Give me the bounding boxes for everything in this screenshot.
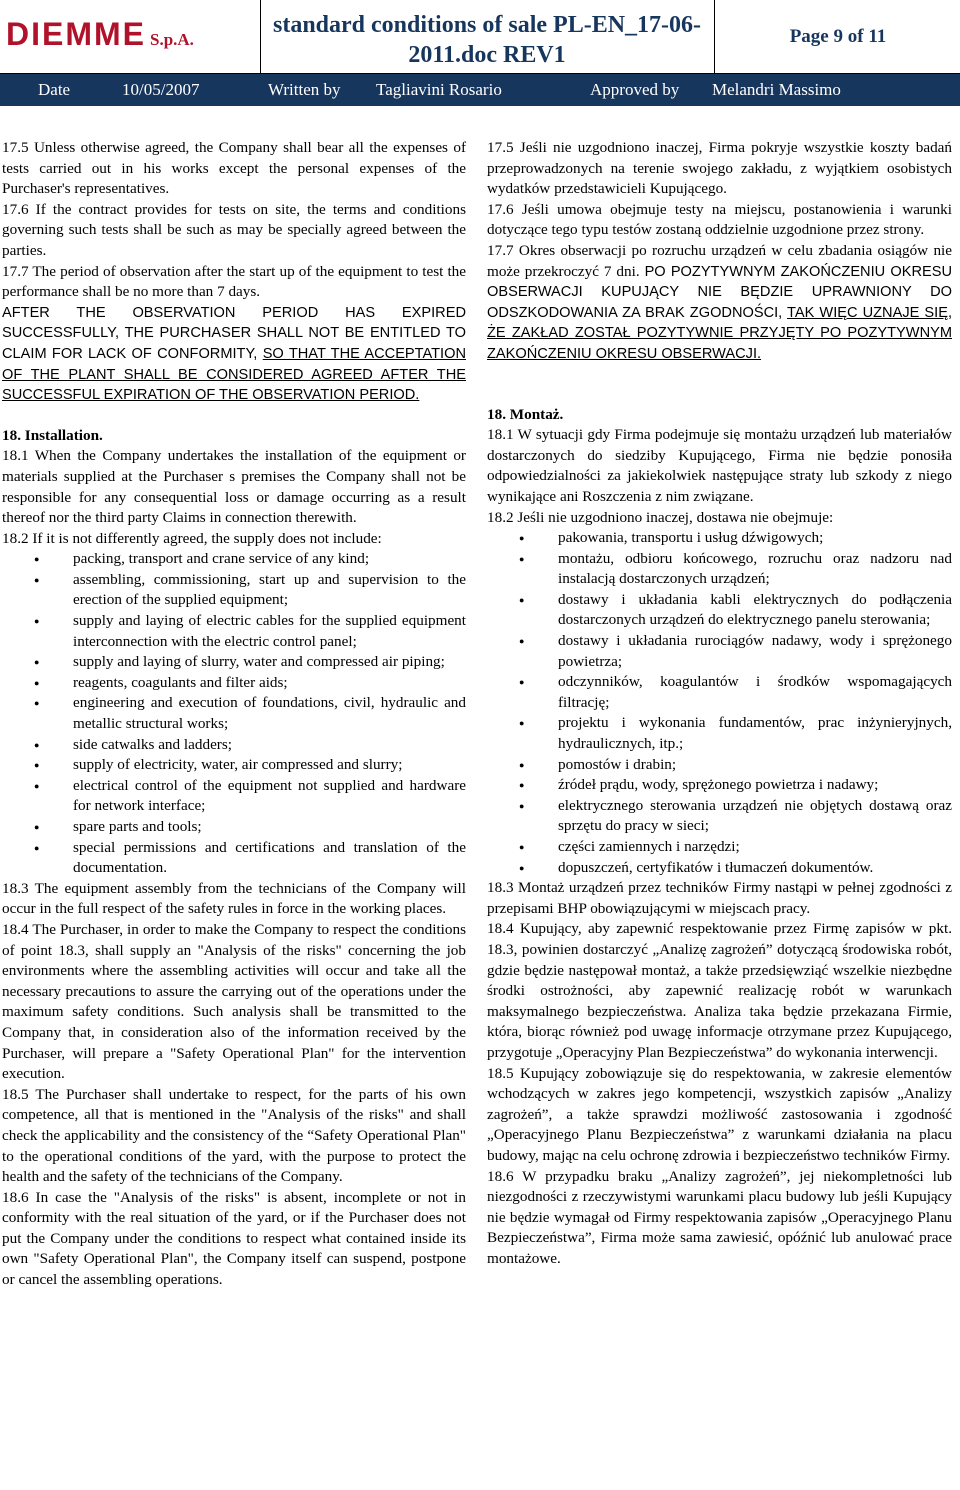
observation-notice-text: AFTER THE OBSERVATION PERIOD HAS EXPIRED SUCCESSFULLY, THE PURCHASER SHALL NOT BE ENTITLED TO CLAIM FOR LACK OF CONFORMITY, — [2, 304, 466, 362]
list-item: ● assembling, commissioning, start up and supervision to the erection of the supplied equipment; — [2, 570, 466, 611]
header-top-row — [0, 0, 960, 74]
clause-18-4-pl: 18.4 Kupujący, aby zapewnić respektowanie przez Firmę zapisów w pkt. 18.3, powinien dostarczyć „Analizę zagrożeń” dotyczącą środowiska robót, gdzie będzie następował montaż, a także przedsięwziąć wszelkie niezbędne środki ostrożności, aby zapewnić realizację robót w warunkach maksymalnego bezpieczeństwa. Analiza taka będzie przekazana Firmie, która, biorąc również pod uwagę informacje otrzymane przez Kupującego, przygotuje „Operacyjny Plan Bezpieczeństwa” do wykonania interwencji. — [487, 920, 952, 1061]
approved-by-value: Melandri Massimo — [712, 80, 841, 99]
clause-17-7-pl — [487, 241, 952, 365]
exclusions-list — [2, 549, 466, 879]
list-item: ● elektrycznego sterowania urządzeń nie objętych dostawą oraz sprzętu do pracy w sieci; — [487, 796, 952, 837]
clause-17-6: 17.6 If the contract provides for tests on site, the terms and conditions governing such tests shall be such as may be specially agreed between the parties. — [2, 200, 466, 259]
document-title-line1: standard conditions of sale PL-EN_17-06- — [272, 12, 702, 38]
observation-notice-underlined-pl: TAK WIĘC UZNAJE SIĘ, ŻE ZAKŁAD ZOSTAŁ POZYTYWNIE PRZYJĘTY PO POZYTYWNYM ZAKOŃCZENIU OKRESU OBSERWACJI. — [487, 304, 952, 362]
list-item: ● electrical control of the equipment not supplied and hardware for network interface; — [2, 776, 466, 817]
list-item: ● supply of electricity, water, air compressed and slurry; — [2, 755, 466, 776]
clause-18-5: 18.5 The Purchaser shall undertake to respect, for the parts of his own competence, all that is mentioned in the "Analysis of the risks" and shall check the applicability and the consistency of the “Safety Operational Plan" to the operational conditions of the yard, with the purpose to protect the health and the safety of the technicians of the Company. — [2, 1085, 466, 1186]
observation-notice-underlined: SO THAT THE ACCEPTATION OF THE PLANT SHALL BE CONSIDERED AGREED AFTER THE SUCCESSFUL EXPIRATION OF THE OBSERVATION PERIOD. — [2, 345, 466, 404]
date-value: 10/05/2007 — [122, 80, 200, 99]
clause-17-6-pl: 17.6 Jeśli umowa obejmuje testy na miejscu, postanowienia i warunki dotyczące tego typu testów zostaną oddzielnie uzgodnione przez strony. — [487, 200, 952, 239]
list-item: ● montażu, odbioru końcowego, rozruchu oraz nadzoru nad instalacją dostarczonych urządzeń; — [487, 549, 952, 590]
list-item: ● odczynników, koagulantów i środków wspomagających filtrację; — [487, 672, 952, 713]
clause-18-2-pl: 18.2 Jeśli nie uzgodniono inaczej, dostawa nie obejmuje: — [487, 508, 834, 526]
document-title — [262, 10, 712, 70]
clause-18-3-pl: 18.3 Montaż urządzeń przez techników Firmy nastąpi w pełnej zgodności z przepisami BHP obowiązującymi w miejscach pracy. — [487, 879, 952, 917]
header-divider — [714, 0, 715, 74]
logo-wordmark: DIEMME — [6, 16, 146, 52]
date-label: Date — [38, 80, 71, 99]
page-number: Page 9 of 11 — [789, 26, 887, 47]
list-item: ● pomostów i drabin; — [487, 755, 952, 776]
list-item: ● dopuszczeń, certyfikatów i tłumaczeń dokumentów. — [487, 858, 952, 879]
clause-18-5-pl: 18.5 Kupujący zobowiązuje się do respektowania, w zakresie elementów wchodzących w zakres jego kompetencji, wszystkich zapisów „Analizy zagrożeń”, a także sprawdzi możliwość zastosowania i zgodność „Operacyjnego Planu Bezpieczeństwa” z warunkami działania na placu budowy, mając na celu ochronę zdrowia i bezpieczeństwo techników Firmy. — [487, 1064, 952, 1164]
observation-period-notice — [2, 303, 466, 406]
list-item: ● dostawy i układania kabli elektrycznych do podłączenia dostarczonych urządzeń do elektrycznego panelu sterowania; — [487, 590, 952, 631]
clause-18-3: 18.3 The equipment assembly from the technicians of the Company will occur in the full respect of the safety rules in force in the working places. — [2, 879, 466, 918]
section-18-heading: 18. Installation. — [2, 426, 103, 444]
header-info-bar — [0, 74, 960, 106]
header-divider — [260, 0, 261, 74]
list-item: ● supply and laying of slurry, water and compressed air piping; — [2, 652, 466, 673]
list-item: ● pakowania, transportu i usług dźwigowych; — [487, 528, 952, 549]
document-title-line2: 2011.doc REV1 — [408, 42, 566, 68]
written-by-value: Tagliavini Rosario — [376, 80, 502, 99]
approved-by-label: Approved by — [590, 80, 680, 99]
logo-suffix: S.p.A. — [150, 30, 194, 49]
clause-18-6: 18.6 In case the "Analysis of the risks" is absent, incomplete or not in conformity with the real situation of the yard, or if the Purchaser does not put the Company under the conditions to respect what contained inside its own "Safety Operational Plan", the Company itself can suspend, postpone or cancel the assembling operations. — [2, 1188, 466, 1289]
written-by-label: Written by — [268, 80, 341, 99]
list-item: ● projektu i wykonania fundamentów, prac inżynieryjnych, hydraulicznych, itp.; — [487, 713, 952, 754]
list-item: ● części zamiennych i narzędzi; — [487, 837, 952, 858]
clause-17-7: 17.7 The period of observation after the start up of the equipment to test the performance shall be no more than 7 days. — [2, 262, 466, 301]
clause-18-4: 18.4 The Purchaser, in order to make the Company to respect the conditions of point 18.3, shall supply an "Analysis of the risks" concerning the job environments where the assembling activities will occur and take all the necessary precautions to assure the carrying out of the operations under the maximum safety conditions. Such analysis shall be transmitted to the Company that, in consideration also of the information received by the Purchaser, will prepare a "Safety Operational Plan" for the intervention execution. — [2, 920, 466, 1083]
clause-18-1: 18.1 When the Company undertakes the installation of the equipment or materials supplied at the Purchaser s premises the Company shall not be responsible for any consequential loss or damage occurring as a result thereof nor the third party Claims in connection therewith. — [2, 447, 466, 527]
exclusions-list-pl — [487, 528, 952, 878]
observation-notice-text-pl: PO POZYTYWNYM ZAKOŃCZENIU OKRESU OBSERWACJI KUPUJĄCY NIE BĘDZIE UPRAWNIONY DO ODSZKODOWANIA ZA BRAK ZGODNOŚCI, — [487, 263, 952, 321]
clause-18-2: 18.2 If it is not differently agreed, the supply does not include: — [2, 529, 382, 547]
list-item: ● źródeł prądu, wody, sprężonego powietrza i nadawy; — [487, 775, 952, 796]
list-item: ● supply and laying of electric cables for the supplied equipment interconnection with the electric control panel; — [2, 611, 466, 652]
list-item: ● reagents, coagulants and filter aids; — [2, 673, 466, 694]
polish-column — [487, 138, 952, 1269]
list-item: ● spare parts and tools; — [2, 817, 466, 838]
section-18-heading-pl: 18. Montaż. — [487, 405, 564, 423]
clause-17-7-pl-text: 17.7 Okres obserwacji po rozruchu urządzeń w celu zbadania osiągów nie może przekroczyć 7 dni. — [487, 241, 952, 280]
list-item: ● engineering and execution of foundations, civil, hydraulic and metallic structural works; — [2, 693, 466, 734]
list-item: ● dostawy i układania rurociągów nadawy, wody i sprężonego powietrza; — [487, 631, 952, 672]
clause-18-1-pl: 18.1 W sytuacji gdy Firma podejmuje się montażu urządzeń lub materiałów dostarczonych do siedziby Kupującego, Firma nie będzie ponosiła odpowiedzialności za jakiekolwiek następujące straty lub szkody z niego wynikające ani Roszczenia z nim związane. — [487, 426, 952, 505]
list-item: ● special permissions and certifications and translation of the documentation. — [2, 838, 466, 879]
clause-17-5: 17.5 Unless otherwise agreed, the Company shall bear all the expenses of tests carried out in his works except the personal expenses of the Purchaser's representatives. — [2, 139, 466, 198]
list-item: ● side catwalks and ladders; — [2, 735, 466, 756]
company-logo — [6, 16, 258, 60]
document-header — [0, 0, 960, 106]
clause-17-5-pl: 17.5 Jeśli nie uzgodniono inaczej, Firma pokryje wszystkie koszty badań przeprowadzonych na terenie swojego zakładu, z wyjątkiem osobistych wydatków przedstawicieli Kupującego. — [487, 139, 952, 198]
clause-18-6-pl: 18.6 W przypadku braku „Analizy zagrożeń”, jej niekompletności lub niezgodności z rzeczywistymi warunkami placu budowy lub jeśli Kupujący nie będzie wymagał od Firmy respektowania zapisów „Operacyjnego Planu Bezpieczeństwa”, Firma może sama zawiesić, opóźnić lub anulować prace montażowe. — [487, 1167, 952, 1267]
list-item: ● packing, transport and crane service of any kind; — [2, 549, 466, 570]
english-column — [2, 138, 466, 1291]
